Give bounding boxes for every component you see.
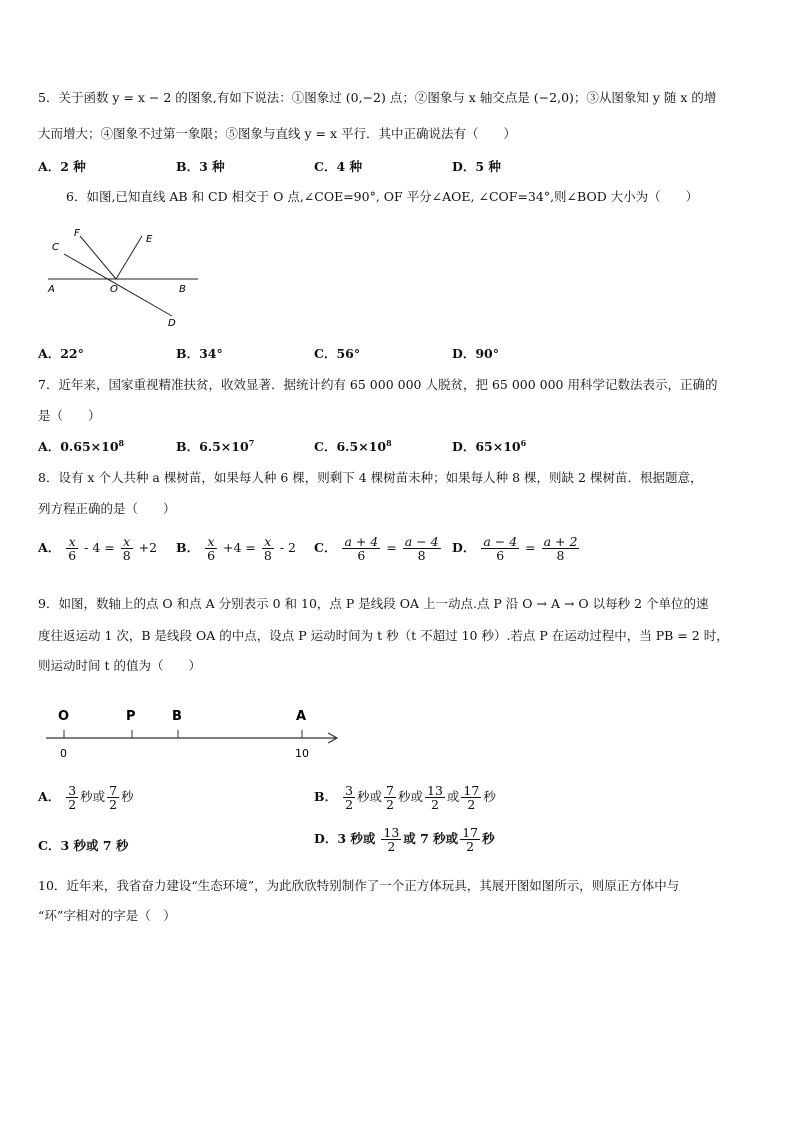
q9-line1: 9．如图，数轴上的点 O 和点 A 分别表示 0 和 10，点 P 是线段 OA 上一动点.点 P 沿 O → A → O 以每秒 2 个单位的速	[38, 596, 709, 611]
q9-option-d: D．3 秒或 $\frac{13}{2}$ 或 7 秒或 $\frac{17}{2}$ 秒	[314, 825, 495, 855]
q6-stem: 6．如图,已知直线 AB 和 CD 相交于 O 点,∠COE=90°, OF 平分∠AOE, ∠COF=34°,则∠BOD 大小为（ ）	[66, 189, 699, 204]
q9-option-a: A． $\frac{3}{2}$ 秒或 $\frac{7}{2}$ 秒	[38, 783, 134, 813]
label-a: A	[48, 284, 55, 295]
q8-line1: 8．设有 x 个人共种 a 棵树苗，如果每人种 6 棵，则剩下 4 棵树苗未种；如果每人种 8 棵，则缺 2 棵树苗．根据题意，	[38, 470, 703, 485]
q8-line2: 列方程正确的是（ ）	[38, 501, 176, 516]
ray-of	[80, 236, 116, 279]
q9-option-b: B． $\frac{3}{2}$ 秒或 $\frac{7}{2}$ 秒或 $\frac{13}{2}$ 或 $\frac{17}{2}$ 秒	[314, 783, 496, 813]
q9-option-c: C．3 秒或 7 秒	[38, 838, 129, 853]
label-c: C	[52, 242, 59, 253]
label-f: F	[74, 228, 80, 239]
q9-number-line	[40, 702, 350, 764]
tick-label-0: 0	[60, 747, 67, 760]
q7-option-c: C．$6.5\times 10^8$	[314, 437, 392, 454]
label-b: B	[179, 284, 186, 295]
point-b-label: B	[172, 709, 182, 724]
q6-figure	[44, 224, 204, 330]
point-p-label: P	[126, 709, 136, 724]
q10-line1: 10．近年来，我省奋力建设“生态环境”，为此欣欣特别制作了一个正方体玩具，其展开图如图所示，则原正方体中与	[38, 878, 680, 893]
q5-option-c: C．4 种	[314, 159, 362, 174]
q7-option-d: D．$65\times 10^6$	[452, 437, 527, 454]
q7-option-a: A．$0.65\times 10^8$	[38, 437, 125, 454]
q5-option-b: B．3 种	[176, 159, 225, 174]
q7-option-b: B．$6.5\times 10^7$	[176, 437, 255, 454]
q8-option-b: B． $\frac{x}{6}$ +4 = $\frac{x}{8}$ - 2	[176, 534, 296, 564]
q5-option-d: D．5 种	[452, 159, 501, 174]
q5-option-a: A．2 种	[38, 159, 86, 174]
ray-oe	[116, 236, 142, 279]
q5-line2: 大而增大；④图象不过第一象限；⑤图象与直线 y = x 平行．其中正确说法有（ ）	[38, 126, 516, 141]
q8-option-c: C． $\frac{a + 4}{6}$ = $\frac{a - 4}{8}$	[314, 534, 439, 564]
label-o: O	[110, 284, 118, 295]
point-o-label: O	[58, 709, 70, 724]
label-d: D	[168, 318, 176, 329]
tick-label-10: 10	[295, 747, 309, 760]
q9-line3: 则运动时间 t 的值为（ ）	[38, 658, 201, 673]
q6-option-d: D．90°	[452, 346, 499, 361]
q5-line1: 5．关于函数 y = x − 2 的图象,有如下说法：①图象过 (0,−2) 点；②图象与 x 轴交点是 (−2,0)；③从图象知 y 随 x 的增	[38, 90, 717, 105]
q6-option-b: B．34°	[176, 346, 223, 361]
point-a-label: A	[296, 709, 307, 724]
label-e: E	[146, 234, 153, 245]
q9-line2: 度往返运动 1 次，B 是线段 OA 的中点，设点 P 运动时间为 t 秒（t 不超过 10 秒）.若点 P 在运动过程中，当 PB = 2 时，	[38, 628, 729, 643]
q6-option-c: C．56°	[314, 346, 361, 361]
q10-line2: “环”字相对的字是（ ）	[38, 908, 176, 923]
q7-line2: 是（ ）	[38, 408, 101, 423]
line-cd	[64, 254, 172, 316]
q8-option-a: A． $\frac{x}{6}$ - 4 = $\frac{x}{8}$ +2	[38, 534, 158, 564]
q6-option-a: A．22°	[38, 346, 84, 361]
q8-option-d: D． $\frac{a - 4}{6}$ = $\frac{a + 2}{8}$	[452, 534, 578, 564]
q7-line1: 7．近年来，国家重视精准扶贫，收效显著．据统计约有 65 000 000 人脱贫，把 65 000 000 用科学记数法表示，正确的	[38, 377, 718, 392]
